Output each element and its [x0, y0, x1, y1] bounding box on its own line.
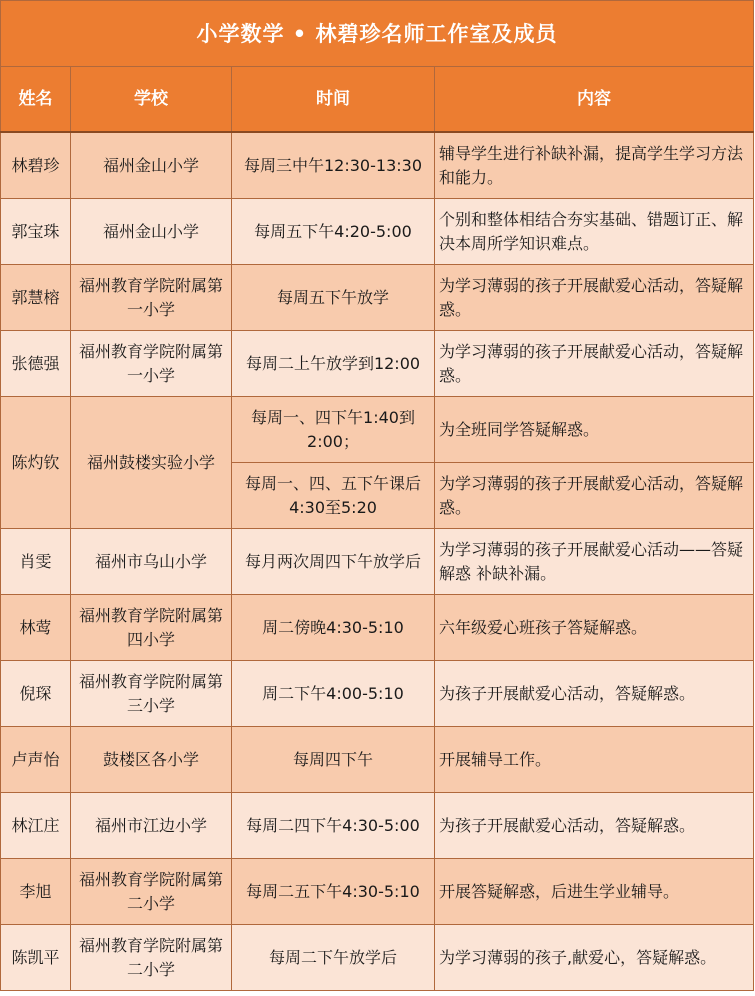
cell-name: 林碧珍 [1, 132, 71, 199]
table-row [1, 595, 754, 661]
cell-name: 卢声怡 [1, 727, 71, 793]
header-time: 时间 [232, 67, 435, 133]
header-row [1, 67, 754, 133]
cell-school: 福州金山小学 [71, 199, 232, 265]
cell-content: 为学习薄弱的孩子开展献爱心活动，答疑解惑。 [435, 331, 754, 397]
table-row [1, 132, 754, 199]
cell-content: 开展答疑解惑，后进生学业辅导。 [435, 859, 754, 925]
cell-content: 为学习薄弱的孩子开展献爱心活动，答疑解惑。 [435, 463, 754, 529]
cell-name: 林莺 [1, 595, 71, 661]
cell-time: 每周五下午4:20-5:00 [232, 199, 435, 265]
table-row [1, 727, 754, 793]
cell-time: 周二傍晚4:30-5:10 [232, 595, 435, 661]
table-row [1, 859, 754, 925]
cell-school: 福州教育学院附属第三小学 [71, 661, 232, 727]
header-name: 姓名 [1, 67, 71, 133]
cell-school: 福州鼓楼实验小学 [71, 397, 232, 529]
cell-content: 为孩子开展献爱心活动，答疑解惑。 [435, 793, 754, 859]
cell-name: 倪琛 [1, 661, 71, 727]
cell-content: 为孩子开展献爱心活动，答疑解惑。 [435, 661, 754, 727]
cell-name: 李旭 [1, 859, 71, 925]
table-title: 小学数学 • 林碧珍名师工作室及成员 [1, 1, 754, 67]
cell-time: 每周五下午放学 [232, 265, 435, 331]
cell-name: 张德强 [1, 331, 71, 397]
cell-school: 福州金山小学 [71, 132, 232, 199]
table-row [1, 793, 754, 859]
cell-name: 林江庄 [1, 793, 71, 859]
cell-content: 为学习薄弱的孩子开展献爱心活动，答疑解惑。 [435, 265, 754, 331]
cell-time: 每周四下午 [232, 727, 435, 793]
cell-school: 福州教育学院附属第二小学 [71, 859, 232, 925]
cell-school: 福州教育学院附属第一小学 [71, 331, 232, 397]
cell-content: 为全班同学答疑解惑。 [435, 397, 754, 463]
cell-content: 辅导学生进行补缺补漏，提高学生学习方法和能力。 [435, 132, 754, 199]
table-row [1, 925, 754, 991]
cell-name: 陈凯平 [1, 925, 71, 991]
cell-school: 鼓楼区各小学 [71, 727, 232, 793]
cell-school: 福州教育学院附属第二小学 [71, 925, 232, 991]
cell-time: 每周三中午12:30-13:30 [232, 132, 435, 199]
cell-name: 郭慧榕 [1, 265, 71, 331]
cell-content: 为学习薄弱的孩子,献爱心，答疑解惑。 [435, 925, 754, 991]
cell-school: 福州教育学院附属第四小学 [71, 595, 232, 661]
cell-time: 每周二下午放学后 [232, 925, 435, 991]
cell-school: 福州教育学院附属第一小学 [71, 265, 232, 331]
cell-content: 个别和整体相结合夯实基础、错题订正、解决本周所学知识难点。 [435, 199, 754, 265]
cell-name: 郭宝珠 [1, 199, 71, 265]
cell-school: 福州市江边小学 [71, 793, 232, 859]
table-row [1, 199, 754, 265]
cell-time: 每周二四下午4:30-5:00 [232, 793, 435, 859]
cell-content: 开展辅导工作。 [435, 727, 754, 793]
table-row [1, 265, 754, 331]
cell-school: 福州市乌山小学 [71, 529, 232, 595]
table-row [1, 331, 754, 397]
cell-time: 每周一、四下午1:40到2:00； [232, 397, 435, 463]
cell-time: 每月两次周四下午放学后 [232, 529, 435, 595]
cell-time: 周二下午4:00-5:10 [232, 661, 435, 727]
header-content: 内容 [435, 67, 754, 133]
cell-time: 每周二上午放学到12:00 [232, 331, 435, 397]
cell-content: 为学习薄弱的孩子开展献爱心活动——答疑解惑 补缺补漏。 [435, 529, 754, 595]
cell-name: 陈灼钦 [1, 397, 71, 529]
cell-time: 每周一、四、五下午课后4:30至5:20 [232, 463, 435, 529]
table-row [1, 529, 754, 595]
cell-name: 肖雯 [1, 529, 71, 595]
title-row [1, 1, 754, 67]
table-row [1, 661, 754, 727]
header-school: 学校 [71, 67, 232, 133]
cell-content: 六年级爱心班孩子答疑解惑。 [435, 595, 754, 661]
table-row [1, 397, 754, 463]
cell-time: 每周二五下午4:30-5:10 [232, 859, 435, 925]
